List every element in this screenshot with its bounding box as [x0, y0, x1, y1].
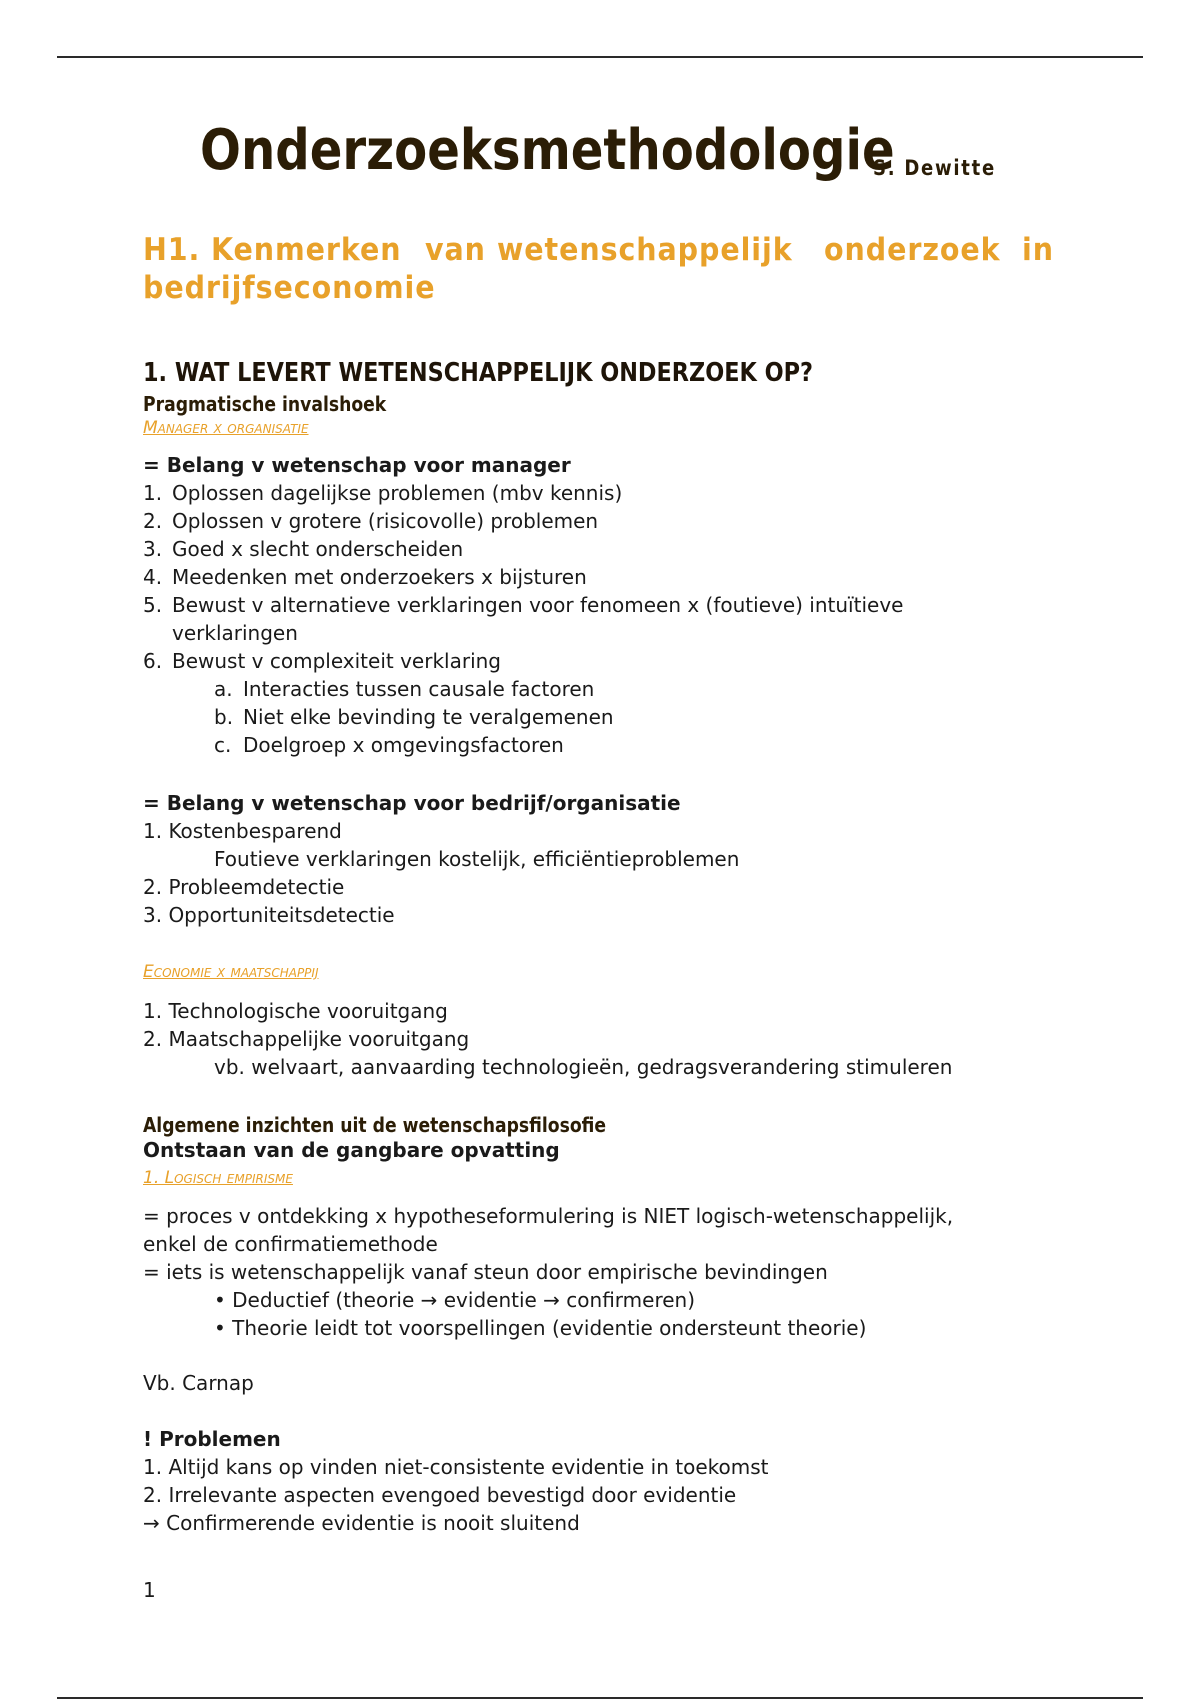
chapter-word: in	[1022, 232, 1055, 268]
manager-heading: = Belang v wetenschap voor manager	[143, 453, 571, 477]
list-item: 6. Bewust v complexiteit verklaring	[143, 649, 501, 673]
bullet-item: • Deductief (theorie → evidentie → confirmeren)	[214, 1288, 696, 1312]
list-item-continuation: verklaringen	[172, 621, 298, 645]
subsection-link-manager[interactable]: Manager x organisatie	[143, 418, 309, 438]
subsection-link-empiricism[interactable]: 1. Logisch empirisme	[143, 1168, 293, 1188]
origin-heading: Ontstaan van de gangbare opvatting	[143, 1138, 560, 1162]
subsection-link-economy[interactable]: Economie x maatschappij	[143, 962, 319, 982]
section-title: 1. WAT LEVERT WETENSCHAPPELIJK ONDERZOEK OP?	[143, 358, 813, 388]
chapter-word: onderzoek	[824, 232, 1001, 268]
list-item: 3. Opportuniteitsdetectie	[143, 903, 395, 927]
philosophy-title: Algemene inzichten uit de wetenschapsfilosofie	[143, 1113, 607, 1137]
example-text: Vb. Carnap	[143, 1371, 254, 1395]
list-item: 1. Altijd kans op vinden niet-consistente evidentie in toekomst	[143, 1455, 769, 1479]
chapter-heading-line1	[143, 232, 1057, 268]
list-item: 2. Probleemdetectie	[143, 875, 345, 899]
section-subtitle: Pragmatische invalshoek	[143, 392, 387, 416]
problems-heading: ! Problemen	[143, 1427, 281, 1451]
bullet-item: • Theorie leidt tot voorspellingen (evidentie ondersteunt theorie)	[214, 1316, 867, 1340]
list-item: 1. Kostenbesparend	[143, 819, 342, 843]
chapter-word: H1.	[143, 232, 201, 268]
bottom-rule	[57, 1697, 1143, 1699]
list-item: 2. Irrelevante aspecten evengoed bevestigd door evidentie	[143, 1483, 737, 1507]
chapter-heading-line2: bedrijfseconomie	[143, 270, 436, 306]
paragraph-line: enkel de confirmatiemethode	[143, 1232, 438, 1256]
organization-heading: = Belang v wetenschap voor bedrijf/organisatie	[143, 791, 681, 815]
title-text: Onderzoeksmethodologie	[200, 118, 895, 183]
document-title	[200, 118, 1008, 183]
author-name: S. Dewitte	[873, 156, 996, 180]
list-item: 3. Goed x slecht onderscheiden	[143, 537, 464, 561]
list-item-note: vb. welvaart, aanvaarding technologieën, gedragsverandering stimuleren	[214, 1055, 953, 1079]
list-item: 4. Meedenken met onderzoekers x bijsturen	[143, 565, 587, 589]
list-item: 1. Technologische vooruitgang	[143, 999, 448, 1023]
paragraph-line: = iets is wetenschappelijk vanaf steun door empirische bevindingen	[143, 1260, 828, 1284]
sub-list-item: b. Niet elke bevinding te veralgemenen	[214, 705, 614, 729]
chapter-word: Kenmerken	[211, 232, 402, 268]
list-item: 5. Bewust v alternatieve verklaringen voor fenomeen x (foutieve) intuïtieve	[143, 593, 904, 617]
top-rule	[57, 56, 1143, 58]
list-item: 2. Maatschappelijke vooruitgang	[143, 1027, 470, 1051]
paragraph-line: = proces v ontdekking x hypotheseformulering is NIET logisch-wetenschappelijk,	[143, 1204, 954, 1228]
list-item: 2. Oplossen v grotere (risicovolle) problemen	[143, 509, 599, 533]
page-number: 1	[143, 1578, 156, 1602]
sub-list-item: a. Interacties tussen causale factoren	[214, 677, 595, 701]
list-item-note: Foutieve verklaringen kostelijk, efficiëntieproblemen	[214, 847, 740, 871]
conclusion-line: → Confirmerende evidentie is nooit sluitend	[143, 1511, 580, 1535]
chapter-word: van	[424, 232, 486, 268]
list-item: 1. Oplossen dagelijkse problemen (mbv kennis)	[143, 481, 623, 505]
sub-list-item: c. Doelgroep x omgevingsfactoren	[214, 733, 564, 757]
chapter-word: wetenschappelijk	[496, 232, 793, 268]
